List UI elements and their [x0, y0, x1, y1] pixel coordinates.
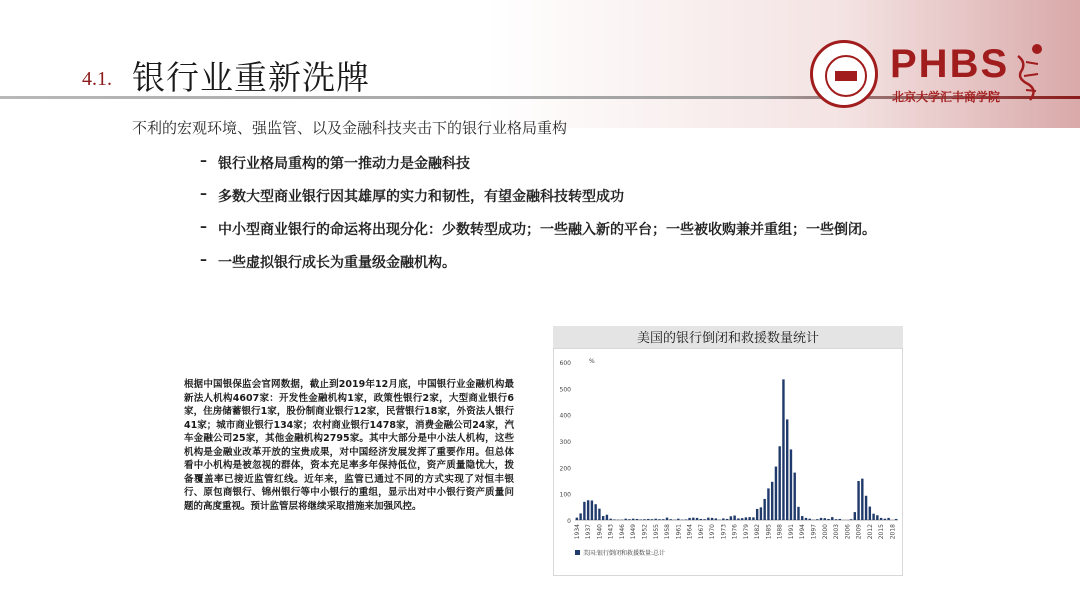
bar-1967 [700, 519, 702, 520]
bar-1938 [591, 501, 593, 520]
bar-2003 [835, 519, 837, 520]
bar-1953 [647, 519, 649, 520]
x-tick-label: 1940 [596, 524, 604, 540]
bar-1949 [632, 519, 634, 520]
x-tick-label: 1952 [641, 524, 649, 540]
bar-1976 [733, 516, 735, 520]
chart-frame [554, 349, 903, 576]
x-tick-label: 1997 [810, 524, 818, 540]
x-tick-label: 1934 [573, 524, 581, 540]
bar-1950 [636, 519, 638, 520]
x-tick-label: 1949 [630, 524, 638, 540]
bar-1961 [677, 519, 679, 520]
bar-2000 [824, 518, 826, 520]
bar-1989 [782, 379, 784, 520]
bar-1994 [801, 516, 803, 520]
x-tick-label: 1982 [754, 524, 762, 540]
x-tick-label: 1985 [765, 524, 773, 540]
bar-2004 [839, 519, 841, 520]
x-tick-label: 1955 [652, 524, 660, 540]
x-tick-label: 2015 [878, 524, 886, 540]
y-tick-label: 0 [567, 518, 571, 525]
bar-1963 [685, 519, 687, 520]
bar-1987 [775, 467, 777, 520]
section-number: 4.1. [82, 68, 112, 90]
bar-1996 [809, 519, 811, 520]
bar-2013 [872, 514, 874, 520]
bar-1971 [715, 518, 717, 520]
bar-1988 [778, 446, 780, 520]
bullet-marker: – [200, 153, 207, 169]
y-tick-label: 400 [559, 412, 571, 420]
x-tick-label: 1991 [787, 524, 795, 540]
page-subtitle: 不利的宏观环境、强监管、以及金融科技夹击下的银行业格局重构 [132, 119, 568, 137]
y-tick-label: 100 [559, 491, 571, 499]
bar-1980 [748, 517, 750, 520]
bar-1992 [794, 473, 796, 520]
bullet-text: 一些虚拟银行成长为重量级金融机构。 [218, 255, 456, 271]
bar-2012 [869, 507, 871, 520]
bar-2002 [831, 517, 833, 520]
bar-1935 [579, 513, 581, 520]
bar-1998 [816, 519, 818, 520]
bar-2015 [880, 518, 882, 520]
x-tick-label: 2003 [833, 524, 841, 540]
bar-1983 [760, 507, 762, 520]
logo-school-name: 北京大学汇丰商学院 [892, 90, 1001, 104]
bar-1991 [790, 449, 792, 520]
bar-1979 [745, 517, 747, 520]
bar-2019 [895, 519, 897, 520]
bar-1939 [594, 504, 596, 520]
logo-wordmark: PHBS [890, 42, 1010, 86]
y-tick-label: 300 [559, 439, 571, 446]
x-tick-label: 1973 [720, 524, 728, 540]
bar-1978 [741, 518, 743, 520]
bar-1941 [602, 516, 604, 520]
bar-1934 [576, 518, 578, 520]
x-tick-label: 1976 [731, 524, 739, 540]
x-tick-label: 2012 [866, 524, 874, 540]
bar-2014 [876, 515, 878, 520]
bar-1951 [640, 519, 642, 520]
x-tick-label: 1979 [742, 524, 750, 540]
chart-title: 美国的银行倒闭和救援数量统计 [636, 331, 820, 346]
bar-1975 [730, 516, 732, 520]
bullet-marker: – [200, 252, 207, 268]
bullet-marker: – [200, 186, 207, 202]
bar-1956 [658, 519, 660, 520]
page-title: 银行业重新洗牌 [132, 58, 370, 97]
bar-1942 [606, 515, 608, 520]
x-tick-label: 1994 [799, 524, 807, 540]
bullet-marker: – [200, 219, 207, 235]
phbs-logo [810, 40, 1072, 112]
bar-2010 [861, 479, 863, 520]
bar-1966 [696, 518, 698, 520]
bar-2001 [827, 519, 829, 520]
bar-2011 [865, 496, 867, 520]
bar-1940 [598, 509, 600, 520]
x-tick-label: 1970 [709, 524, 717, 540]
seal-center-mark [835, 71, 857, 81]
bar-1982 [756, 509, 758, 520]
bar-1981 [752, 517, 754, 520]
bar-1947 [625, 519, 627, 520]
bar-1937 [587, 500, 589, 520]
bar-1952 [643, 519, 645, 520]
bar-1959 [670, 519, 672, 520]
bar-1955 [655, 519, 657, 520]
bar-1995 [805, 518, 807, 520]
bar-2007 [850, 519, 852, 520]
bar-2009 [857, 481, 859, 520]
x-tick-label: 1961 [675, 524, 683, 540]
y-tick-label: 500 [559, 386, 571, 394]
bank-failures-chart [553, 326, 903, 576]
x-tick-label: 1943 [607, 524, 615, 540]
x-tick-label: 1958 [664, 524, 672, 540]
x-tick-label: 2018 [889, 524, 897, 540]
bar-1965 [692, 518, 694, 520]
calligraphy-mark-icon [1012, 42, 1046, 104]
bar-1970 [711, 518, 713, 520]
x-tick-label: 1937 [585, 524, 593, 540]
bullet-text: 多数大型商业银行因其雄厚的实力和韧性，有望金融科技转型成功 [218, 189, 624, 205]
bar-1957 [662, 519, 664, 520]
bar-1999 [820, 518, 822, 520]
legend-label: 美国:银行倒闭和救援数量:总计 [583, 550, 666, 557]
y-unit-label: % [589, 358, 595, 365]
x-tick-label: 2009 [855, 524, 863, 540]
legend-swatch [575, 550, 580, 555]
x-tick-label: 1946 [618, 524, 626, 540]
bar-1984 [763, 499, 765, 520]
bar-1969 [707, 518, 709, 520]
bar-1943 [609, 519, 611, 520]
bar-2008 [854, 512, 856, 520]
bar-1944 [613, 519, 615, 520]
bar-1985 [767, 488, 769, 520]
x-tick-label: 1988 [776, 524, 784, 540]
bar-1936 [583, 502, 585, 520]
bullet-text: 银行业格局重构的第一推动力是金融科技 [218, 156, 470, 172]
bar-1993 [797, 507, 799, 520]
x-tick-label: 1964 [686, 524, 694, 540]
bar-1954 [651, 519, 653, 520]
x-tick-label: 2006 [844, 524, 852, 540]
y-tick-label: 200 [559, 465, 571, 473]
bar-1958 [666, 518, 668, 520]
bar-1968 [703, 519, 705, 520]
bar-1990 [786, 419, 788, 520]
y-tick-label: 600 [559, 360, 571, 367]
x-tick-label: 1967 [697, 524, 705, 540]
bar-1977 [737, 518, 739, 520]
x-tick-label: 2000 [821, 524, 829, 540]
bar-1948 [628, 519, 630, 520]
bullet-text: 中小型商业银行的命运将出现分化：少数转型成功；一些融入新的平台；一些被收购兼并重组；一些倒闭。 [218, 222, 876, 238]
bar-1974 [726, 519, 728, 520]
peking-university-seal-icon [810, 40, 878, 108]
bar-1973 [722, 518, 724, 520]
note-paragraph: 根据中国银保监会官网数据，截止到2019年12月底，中国银行业金融机构最新法人机构4607家：开发性金融机构1家，政策性银行2家，大型商业银行6家，住房储蓄银行1家，股份制商业银行12家，民营银行18家，外资法人银行41家；城市商业银行134家；农村商业银行1478家，消费金融公司24家，汽车金融公司25家，其他金融机构2795家。其中大部分是中小法人机构，这些机构是金融业改革开放的宝贵成果，对中国经济发展发挥了重要作用。但总体看中小机构是被忽视的群体，资本充足率多年保持低位，资产质量隐忧大，拨备覆盖率已接近监管红线。近年来，监管已通过不同的方式实现了对恒丰银行、原包商银行、锦州银行等中小银行的重组，显示出对中小银行资产质量问题的高度重视。预计监管层将继续采取措施来加强风控。 [184, 379, 514, 512]
bar-2017 [887, 518, 889, 520]
bar-1986 [771, 482, 773, 520]
bar-1964 [688, 518, 690, 520]
bar-2016 [884, 519, 886, 520]
chart-svg [553, 326, 903, 576]
